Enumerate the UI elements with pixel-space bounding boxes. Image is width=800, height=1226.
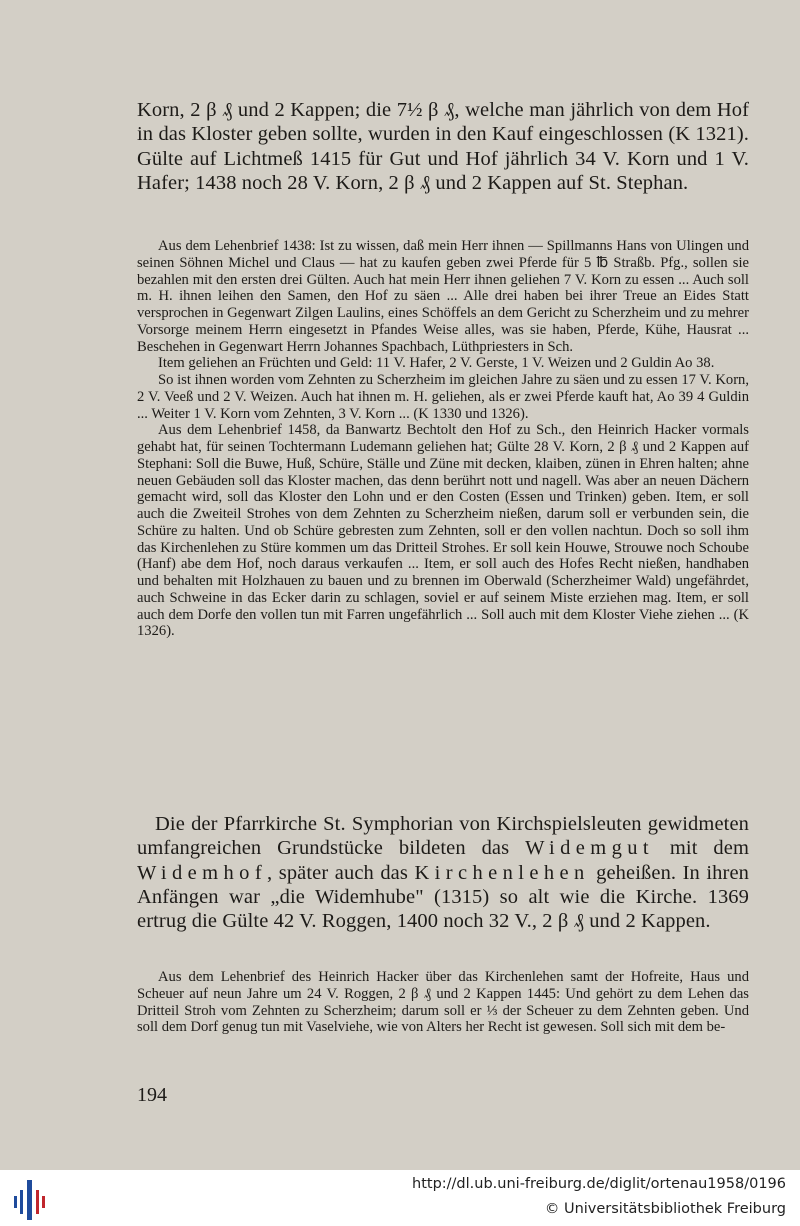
quotation-block-2 [137, 969, 749, 1036]
spaced-term-widemgut: Widemgut [525, 837, 654, 860]
text-run: mit dem [654, 837, 749, 860]
footer-bar [0, 1170, 800, 1226]
quotation-block-1 [137, 238, 749, 640]
quotation-paragraph: Aus dem Lehenbrief des Heinrich Hacker über das Kirchenlehen samt der Hofreite, Haus und Scheuer auf neun Jahre um 24 V. Roggen, 2 β ₰ und 2 Kappen 1445: Und gehört zu dem Lehen das Dritteil Stroh vom Zehnten zu Scherzheim; darum soll er ⅓ der Scheuer zu dem Zehnten geben. Und soll dem Dorf genug tun mit Vaselviehe, wie von Alters her Recht ist gewesen. Soll sich mit dem be- [137, 969, 749, 1036]
text-run: , später auch das [267, 861, 415, 884]
spaced-term-widemhof: Widemhof [137, 861, 268, 884]
body-paragraph-1 [137, 98, 749, 195]
quotation-paragraph: Aus dem Lehenbrief 1458, da Banwartz Bechtolt den Hof zu Sch., den Heinrich Hacker vormals gehabt hat, für seinen Tochtermann Ludemann geliehen hat; Gülte 28 V. Korn, 2 β ₰ und 2 Kappen auf Stephani: Soll die Buwe, Huß, Schüre, Ställe und Züne mit decken, klaiben, zünen in Ehren halten; ahne neuen Gebäuden soll das Kloster machen, das denn berührt nott und nagell. Was aber an neuen Dächern gemacht wird, soll das Kloster den Lohn und er den Costen (Essen und Trinken) geben. Item, er soll auch die Zweiteil Strohes von dem Zehnten zu Scherzheim nießen, darum soll er verbunden sein, die Schüre zu halten. Und ob Schüre gebresten zum Zehnten, soll er den vollen nachtun. Doch so soll ihm das Kirchenlehen zu Stüre kommen um das Dritteil Strohes. Er soll kein Houwe, Strouwe noch Schoube (Hanf) abe dem Hof, noch daraus verkaufen ... Item, er soll auch des Hofes Recht nießen, handhaben und behalten mit Holzhauen zu bauen und zu brennen im Oberwald (Scherzheimer Wald) ungefährdet, auch Schweine in das Ecker darin zu schlagen, soviel er auf seinem Miste erziehen mag. Item, er soll auch dem Dorfe den vollen tun mit Farren ungefährlich ... Soll auch mit dem Kloster Viehe ziehen ... (K 1326). [137, 422, 749, 640]
body-paragraph-2 [137, 812, 749, 933]
paragraph-text [137, 812, 749, 933]
paragraph-text: Korn, 2 β ₰ und 2 Kappen; die 7½ β ₰, welche man jährlich von dem Hof in das Kloster geben sollte, wurden in den Kauf eingeschlossen (K 1321). Gülte auf Lichtmeß 1415 für Gut und Hof jährlich 34 V. Korn und 1 V. Hafer; 1438 noch 28 V. Korn, 2 β ₰ und 2 Kappen auf St. Stephan. [137, 99, 749, 194]
library-logo-icon [10, 1174, 50, 1222]
text-run: Die der Pfarrkirche St. Symphorian von Kirchspielsleuten gewidmeten umfangreichen Grundstücke bildeten das [137, 813, 749, 860]
quotation-paragraph: Item geliehen an Früchten und Geld: 11 V. Hafer, 2 V. Gerste, 1 V. Weizen und 2 Guldin Ao 38. [158, 355, 715, 372]
text-run: geheißen. In ihren Anfängen war „die Widemhube" (1315) so alt wie die Kirche. 1369 ertrug die Gülte 42 V. Roggen, 1400 noch 32 V., 2 β ₰ und 2 Kappen. [137, 861, 749, 933]
quotation-paragraph: So ist ihnen worden vom Zehnten zu Scherzheim im gleichen Jahre zu säen und zu essen 17 V. Korn, 2 V. Veeß und 2 V. Weizen. Auch hat ihnen m. H. geliehen, als er zwei Pferde kauft hat, Ao 39 4 Guldin ... Weiter 1 V. Korn vom Zehnten, 3 V. Korn ... (K 1330 und 1326). [137, 372, 749, 422]
page-number: 194 [137, 1084, 167, 1106]
quotation-paragraph: Aus dem Lehenbrief 1438: Ist zu wissen, daß mein Herr ihnen — Spillmanns Hans von Ulingen und seinen Söhnen Michel und Claus — hat zu kaufen geben zwei Pferde für 5 ℔ Straßb. Pfg., sollen sie bezahlen mit den ersten drei Gülten. Auch hat mein Herr ihnen geliehen 7 V. Korn zu essen ... Auch soll m. H. ihnen leihen den Samen, den Hof zu säen ... Alle drei haben bei ihrer Treue an Eides Statt versprochen in Gegenwart Zilgen Laulins, eines Schöffels an dem Gericht zu Scherzheim und zu mehrer Vorsorge meinem Herrn eingesetzt in Pfandes Weise alles, was sie haben, Pferde, Kühe, Hausrat ... Beschehen in Gegenwart Herrn Johannes Spachbach, Lüthpriesters in Sch. [137, 238, 749, 355]
source-url-link[interactable]: http://dl.ub.uni-freiburg.de/diglit/ortenau1958/0196 [412, 1176, 786, 1192]
copyright-text: © Universitätsbibliothek Freiburg [544, 1201, 786, 1217]
spaced-term-kirchenlehen: Kirchenlehen [414, 861, 590, 884]
